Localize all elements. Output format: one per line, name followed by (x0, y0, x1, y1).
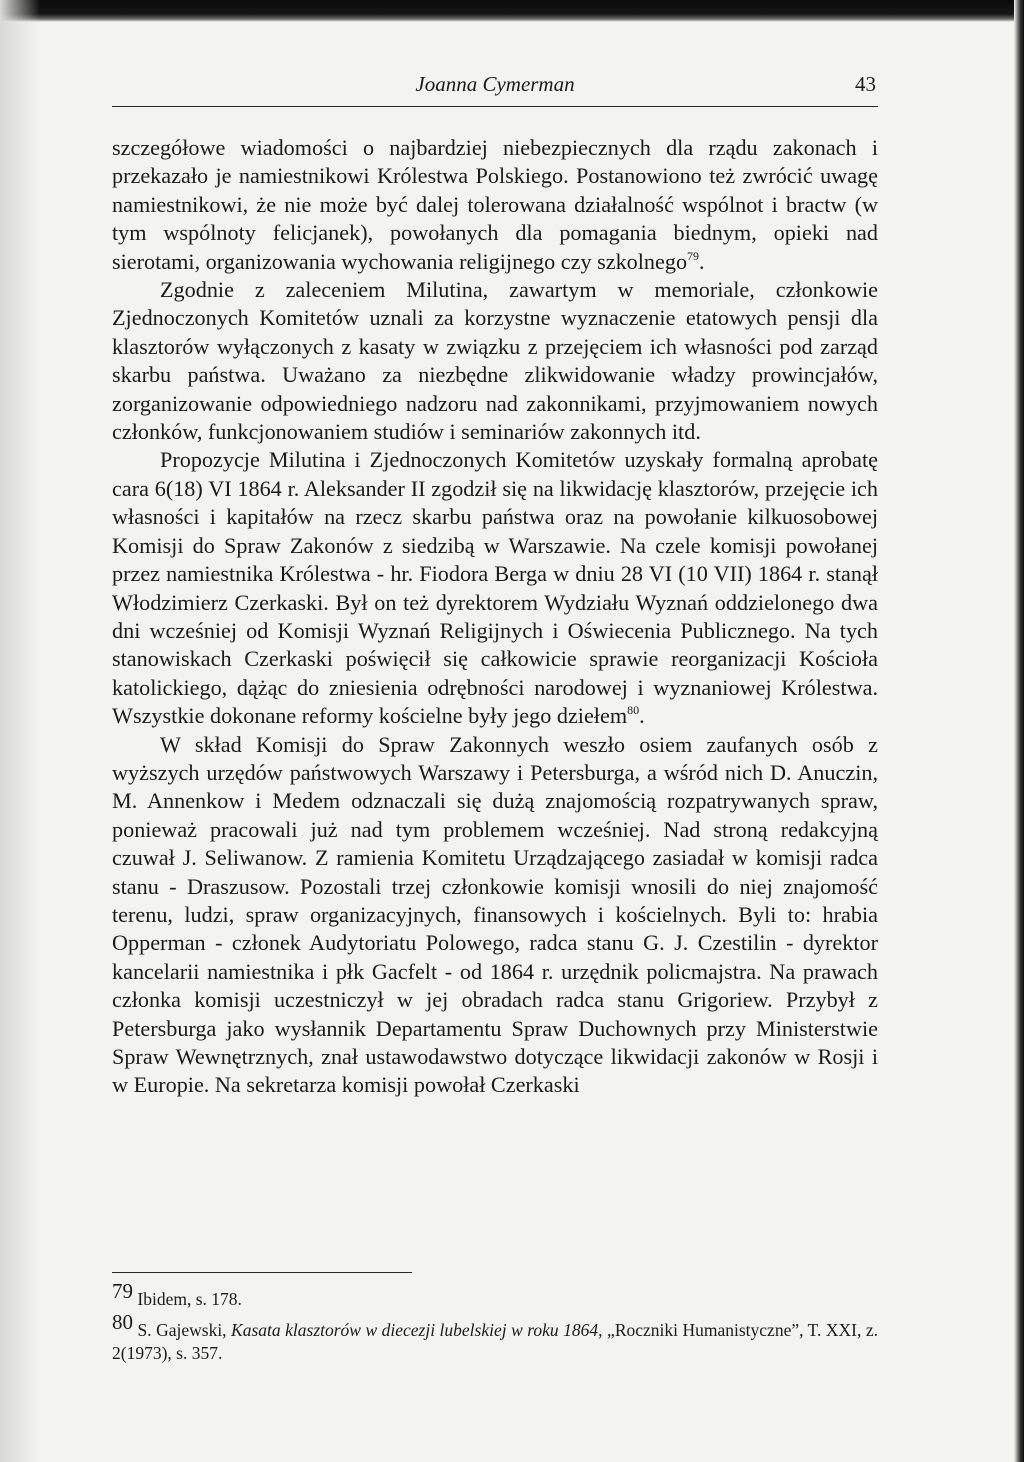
running-title: Joanna Cymerman (415, 72, 575, 96)
scan-gutter-shadow (0, 0, 40, 1462)
footnote-80 (112, 1311, 878, 1365)
page-number: 43 (855, 72, 876, 96)
header-rule (112, 106, 878, 107)
paragraph-1-tail: . (699, 248, 705, 274)
footnote-cited-title: Kasata klasztorów w diecezji lubelskiej w roku 1864, (231, 1319, 603, 1340)
footnote-text: Ibidem, s. 178. (133, 1288, 242, 1309)
paragraph-1-text: szczegółowe wiadomości o najbardziej niebezpiecznych dla rządu zakonach i przekazało je namiestnikowi Królestwa Polskiego. Postanowiono też zwrócić uwagę namiestnikowi, że nie może być dalej tolerowana działalność wspólnot i bractw (w tym wspólnoty felicjanek), powołanych dla pomagania biednym, opieki nad sierotami, organizowania wychowania religijnego czy szkolnego (112, 135, 878, 274)
footnote-ref-80[interactable]: 80 (627, 703, 640, 718)
footnote-number: 80 (112, 1309, 133, 1334)
paragraph-4: W skład Komisji do Spraw Zakonnych weszło osiem zaufanych osób z wyższych urzędów państwowych Warszawy i Petersburga, a wśród nich D. Anuczin, M. Annenkow i Medem odznaczali się dużą znajomością rozpatrywanych spraw, ponieważ pracowali już nad tym problemem wcześniej. Nad stroną redakcyjną czuwał J. Seliwanow. Z ramienia Komitetu Urządzającego zasiadał w komisji radca stanu - Draszusow. Pozostali trzej członkowie komisji wnosili do niej znajomość terenu, ludzi, spraw organizacyjnych, finansowych i kościelnych. Byli to: hrabia Opperman - członek Audytoriatu Polowego, radca stanu G. J. Czestilin - dyrektor kancelarii namiestnika i płk Gacfelt - od 1864 r. urzędnik policmajstra. Na prawach członka komisji uczestniczył w jej obradach radca stanu Grigoriew. Przybył z Petersburga jako wysłannik Departamentu Spraw Duchownych przy Ministerstwie Spraw Wewnętrznych, znał ustawodawstwo dotyczące likwidacji zakonów w Rosji i w Europie. Na sekretarza komisji powołał Czerkaski (112, 731, 878, 1098)
footnote-text: S. Gajewski, (133, 1319, 232, 1340)
paragraph-2: Zgodnie z zaleceniem Milutina, zawartym w memoriale, członkowie Zjednoczonych Komitetów uznali za korzystne wyznaczenie etatowych pensji dla klasztorów wyłączonych z kasaty w związku z przejęciem ich własności pod zarząd skarbu państwa. Uważano za niezbędne zlikwidowanie władzy prowincjałów, zorganizowanie odpowiedniego nadzoru nad zakonnikami, przyjmowaniem nowych członków, funkcjonowaniem studiów i seminariów zakonnych itd. (112, 277, 878, 445)
body-text (112, 134, 878, 1100)
paragraph-3-text: Propozycje Milutina i Zjednoczonych Komitetów uzyskały formalną aprobatę cara 6(18) VI 1864 r. Aleksander II zgodził się na likwidację klasztorów, przejęcie ich własności i kapitałów na rzecz skarbu państwa oraz na powołanie kilkuosobowej Komisji do Spraw Zakonów z siedzibą w Warszawie. Na czele komisji powołanej przez namiestnika Królestwa - hr. Fiodora Berga w dniu 28 VI (10 VII) 1864 r. stanął Włodzimierz Czerkaski. Był on też dyrektorem Wydziału Wyznań oddzielonego dwa dni wcześniej od Komisji Wyznań Religijnych i Oświecenia Publicznego. Na tych stanowiskach Czerkaski poświęcił się całkowicie sprawie reorganizacji Kościoła katolickiego, dążąc do zniesienia odrębności narodowej i wyznaniowej Królestwa. Wszystkie dokonane reformy kościelne były jego dziełem (112, 447, 878, 729)
footnote-79 (112, 1280, 878, 1311)
running-header (112, 72, 878, 106)
paragraph-3 (112, 446, 878, 730)
scan-top-edge (0, 0, 1024, 22)
footnote-text-tail: „Roczniki Humanistyczne”, T. XXI, z. 2(1973), s. 357. (112, 1319, 879, 1363)
footnote-rule (112, 1272, 412, 1273)
paragraph-1 (112, 134, 878, 276)
footnote-ref-79[interactable]: 79 (687, 248, 700, 263)
footnotes (112, 1280, 878, 1365)
paragraph-3-tail: . (639, 703, 645, 729)
scan-right-edge (1014, 0, 1024, 1462)
footnote-number: 79 (112, 1279, 133, 1303)
